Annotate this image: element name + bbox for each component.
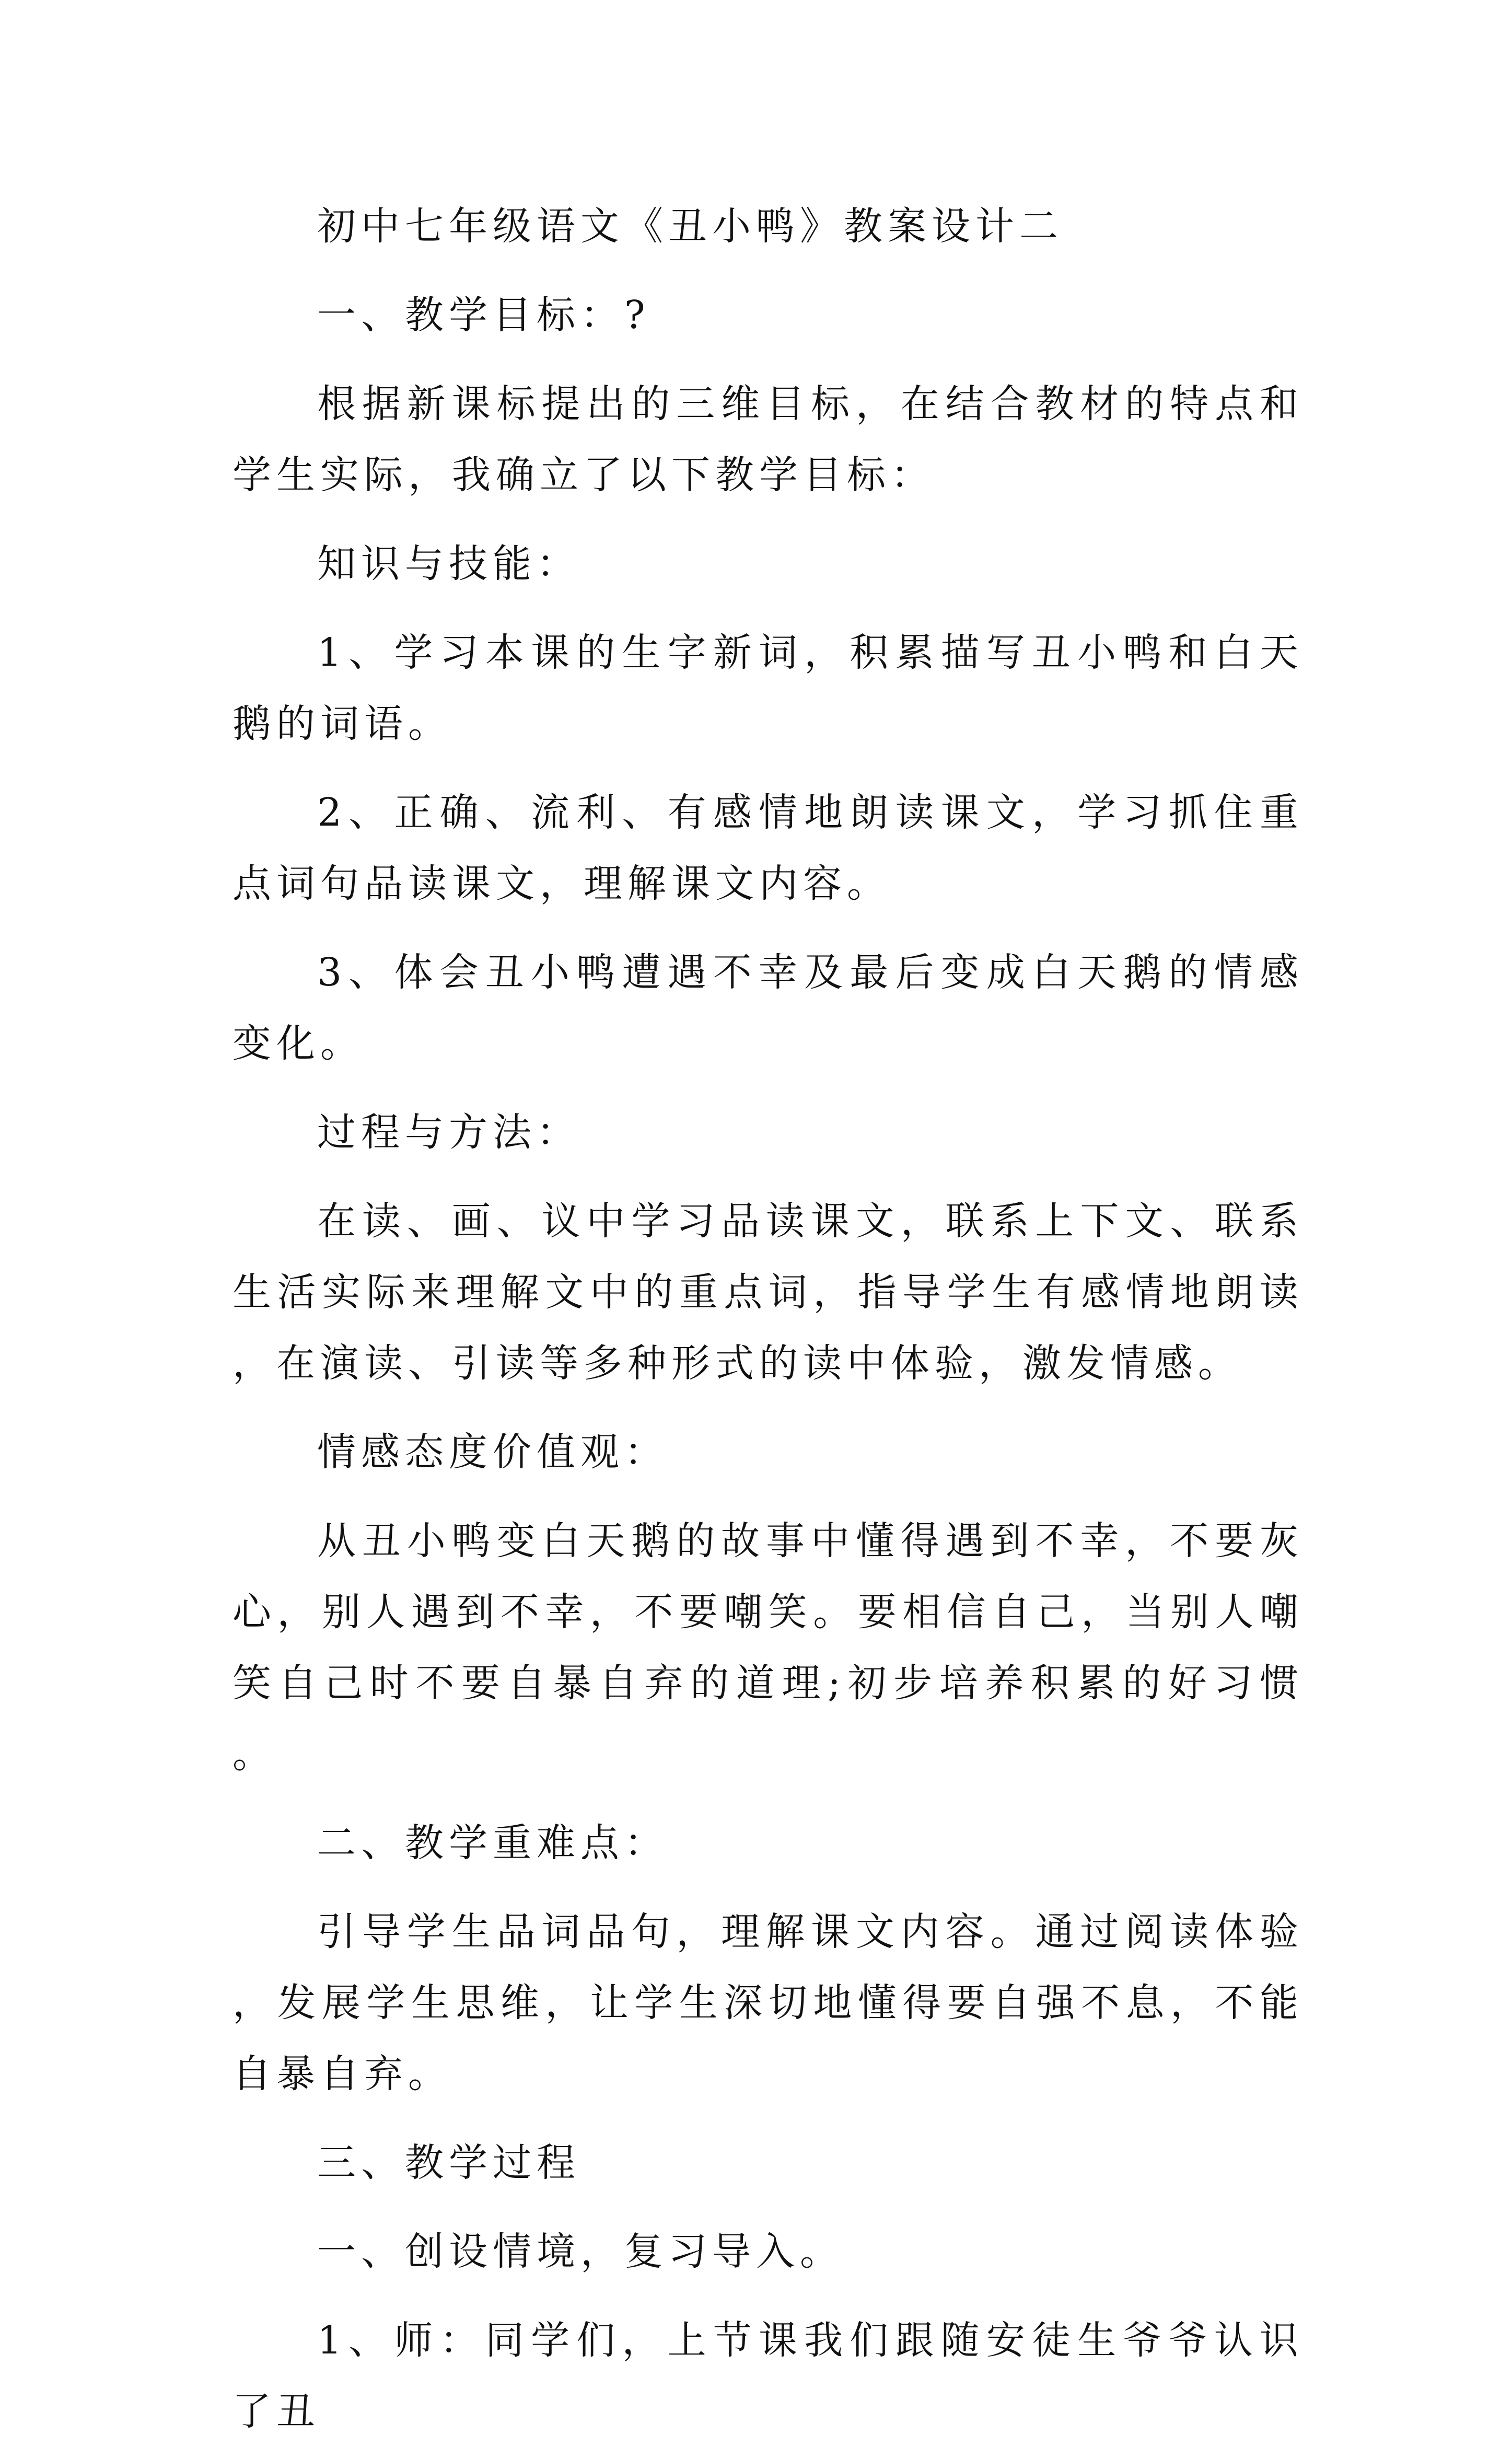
document-title: 初中七年级语文《丑小鸭》教案设计二: [317, 204, 1063, 249]
subheading-process-methods: 过程与方法：: [317, 1110, 580, 1155]
section-heading-teaching-process: 三、教学过程: [317, 2140, 580, 2185]
document-body: [232, 191, 1304, 2447]
subheading-create-situation: 一、创设情境，复习导入。: [317, 2229, 844, 2274]
subheading-knowledge-skills: 知识与技能：: [317, 541, 580, 586]
paragraph-key-difficult-points: 引导学生品词品句，理解课文内容。通过阅读体验，发展学生思维，让学生深切地懂得要自强不息，不能自暴自弃。: [232, 1909, 1304, 2096]
section-heading-teaching-goals: 一、教学目标：?: [317, 293, 650, 338]
paragraph-teacher-intro: 1、师：同学们，上节课我们跟随安徒生爷爷认识了丑: [232, 2318, 1304, 2434]
paragraph-emotion-values: 从丑小鸭变白天鹅的故事中懂得遇到不幸，不要灰心，别人遇到不幸，不要嘲笑。要相信自己，当别人嘲笑自己时不要自暴自弃的道理;初步培养积累的好习惯。: [232, 1518, 1304, 1777]
list-item-goal-3: 3、体会丑小鸭遭遇不幸及最后变成白天鹅的情感变化。: [232, 950, 1304, 1066]
list-item-goal-1: 1、学习本课的生字新词，积累描写丑小鸭和白天鹅的词语。: [232, 630, 1304, 746]
paragraph-goals-intro: 根据新课标提出的三维目标，在结合教材的特点和学生实际，我确立了以下教学目标：: [232, 381, 1304, 497]
section-heading-key-difficult-points: 二、教学重难点：: [317, 1820, 668, 1865]
subheading-emotion-values: 情感态度价值观：: [317, 1430, 668, 1475]
paragraph-process-methods: 在读、画、议中学习品读课文，联系上下文、联系生活实际来理解文中的重点词，指导学生有感情地朗读，在演读、引读等多种形式的读中体验，激发情感。: [232, 1199, 1304, 1386]
list-item-goal-2: 2、正确、流利、有感情地朗读课文，学习抓住重点词句品读课文，理解课文内容。: [232, 790, 1304, 906]
